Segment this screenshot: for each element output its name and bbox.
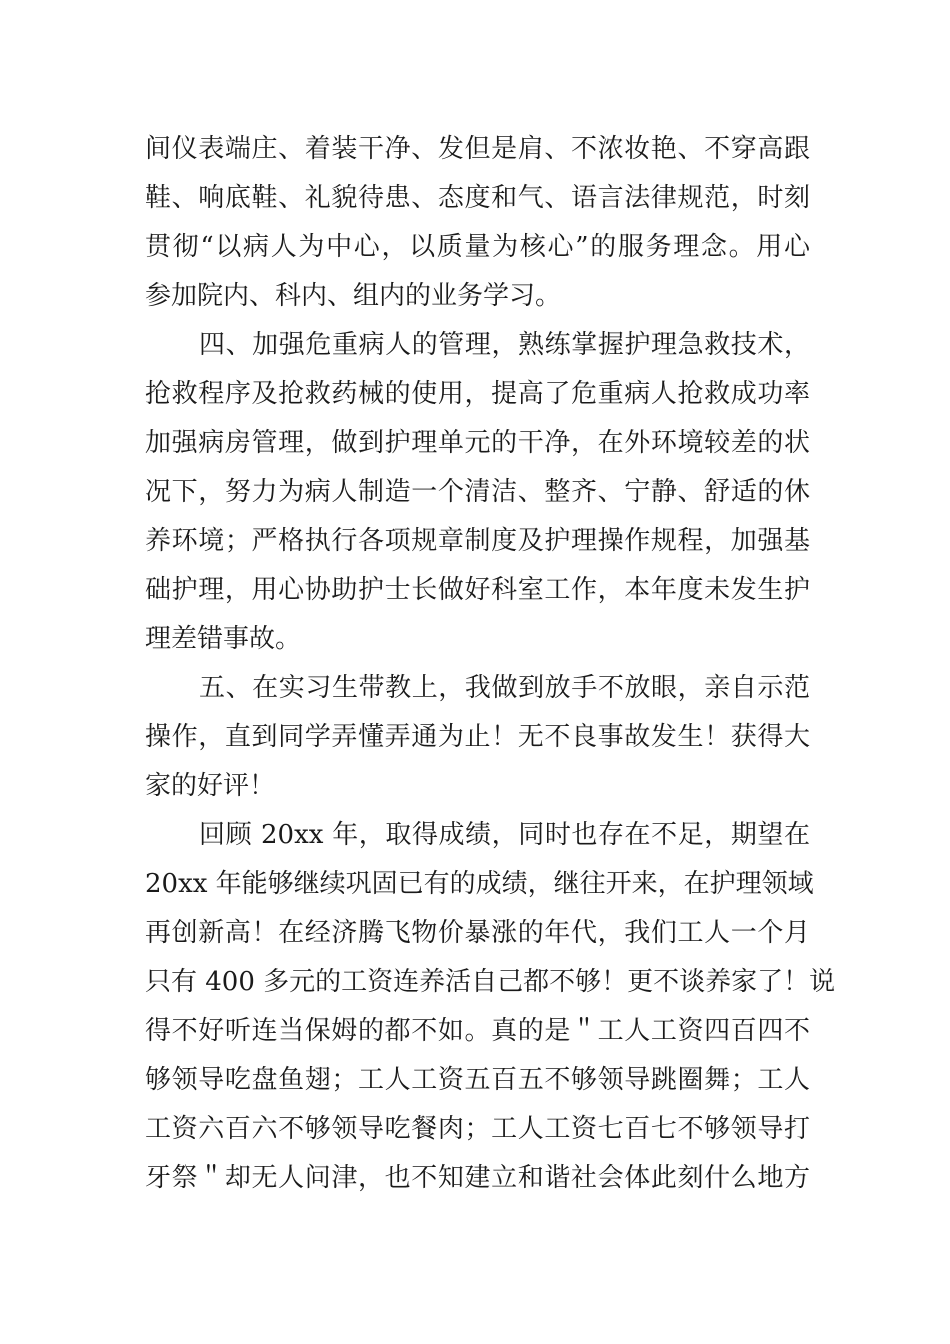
paragraph-five xyxy=(145,664,810,811)
paragraph-review xyxy=(145,811,836,1203)
text-line: 养环境；严格执行各项规章制度及护理操作规程，加强基 xyxy=(145,526,810,556)
text-line: 抢救程序及抢救药械的使用，提高了危重病人抢救成功率 xyxy=(145,379,810,409)
text-line: 间仪表端庄、着装干净、发但是肩、不浓妆艳、不穿高跟 xyxy=(145,134,810,164)
text-line: 理差错事故。 xyxy=(145,624,302,654)
text-line: 况下，努力为病人制造一个清洁、整齐、宁静、舒适的休 xyxy=(145,477,810,507)
text-line: 家的好评！ xyxy=(145,771,276,801)
text-line: 得不好听连当保姆的都不如。真的是＂工人工资四百四不 xyxy=(145,1016,810,1046)
text-line: 础护理，用心协助护士长做好科室工作，本年度未发生护 xyxy=(145,575,810,605)
text-line: 五、在实习生带教上，我做到放手不放眼，亲自示范 xyxy=(199,673,810,703)
text-line: 回顾 20xx 年，取得成绩，同时也存在不足，期望在 xyxy=(199,820,810,850)
text-line: 参加院内、科内、组内的业务学习。 xyxy=(145,281,562,311)
paragraph-four xyxy=(145,321,810,664)
text-line: 只有 400 多元的工资连养活自己都不够！更不谈养家了！说 xyxy=(145,967,836,997)
text-line: 操作，直到同学弄懂弄通为止！无不良事故发生！获得大 xyxy=(145,722,810,752)
text-line: 再创新高！在经济腾飞物价暴涨的年代，我们工人一个月 xyxy=(145,918,810,948)
text-line: 够领导吃盘鱼翅；工人工资五百五不够领导跳圈舞；工人 xyxy=(145,1065,810,1095)
text-line: 牙祭＂却无人问津，也不知建立和谐社会体此刻什么地方 xyxy=(145,1163,810,1193)
document-body xyxy=(145,125,836,1203)
text-line: 四、加强危重病人的管理，熟练掌握护理急救技术， xyxy=(199,330,810,360)
text-line: 工资六百六不够领导吃餐肉；工人工资七百七不够领导打 xyxy=(145,1114,810,1144)
text-line: 20xx 年能够继续巩固已有的成绩，继往开来，在护理领域 xyxy=(145,869,814,899)
paragraph-continuation xyxy=(145,125,810,321)
text-line: 加强病房管理，做到护理单元的干净，在外环境较差的状 xyxy=(145,428,810,458)
text-line: 鞋、响底鞋、礼貌待患、态度和气、语言法律规范，时刻 xyxy=(145,183,810,213)
text-line: 贯彻“以病人为中心，以质量为核心”的服务理念。用心 xyxy=(145,232,810,262)
